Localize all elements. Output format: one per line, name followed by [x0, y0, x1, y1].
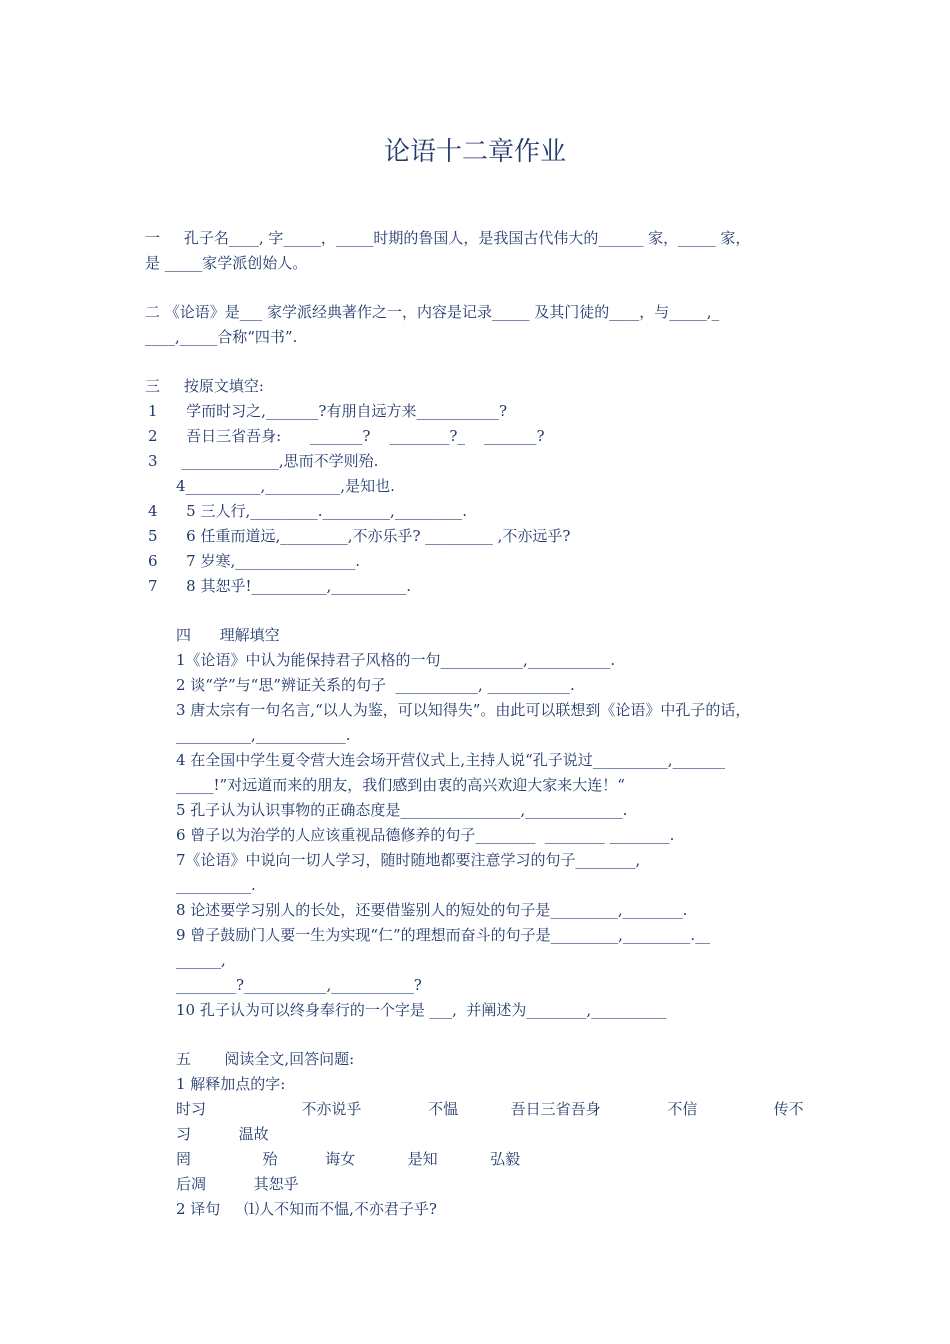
line-s3-2: 2 吾日三省吾身: _______? ________?_ _______? — [148, 427, 545, 445]
line-s4-9b: ______, — [176, 951, 226, 969]
line-s5-words-b: 习 温故 — [176, 1125, 269, 1143]
line-s4-5: 5 孔子认为认识事物的正确态度是________________,_____________. — [176, 801, 628, 819]
line-s4-10: 10 孔子认为可以终身奉行的一个字是 ___, 并阐述为________,__________ — [176, 1001, 667, 1019]
line-s4-9c: ________?___________,___________? — [176, 976, 422, 994]
line-s4-7a: 7《论语》中说向一切人学习，随时随地都要注意学习的句子________, — [176, 851, 641, 869]
line-s3-8: 7 8 其恕乎!__________,__________. — [148, 577, 412, 595]
section-three-heading: 三 按原文填空: — [145, 377, 264, 395]
line-s4-9a: 9 曾子鼓励门人要一生为实现“仁”的理想而奋斗的句子是_________,_________.__ — [176, 926, 711, 944]
line-s3-1: 1 学而时习之,_______?有朋自远方来___________? — [148, 402, 508, 420]
line-q2-b: ____,_____合称“四书”. — [145, 328, 298, 346]
line-s4-3b: __________,____________. — [176, 726, 351, 744]
line-s4-3a: 3 唐太宗有一句名言,“以人为鉴，可以知得失”。由此可以联想到《论语》中孔子的话， — [176, 701, 751, 719]
line-q1-a: 一 孔子名____, 字_____，_____时期的鲁国人，是我国古代伟大的______ 家，_____ 家， — [145, 229, 751, 247]
section-five-heading: 五 阅读全文,回答问题: — [176, 1050, 355, 1068]
line-s3-7: 6 7 岁寒,________________. — [148, 552, 360, 570]
line-s4-7b: __________. — [176, 876, 256, 894]
line-s3-3: 3 _____________,思而不学则殆. — [148, 452, 379, 470]
line-s5-1: 1 解释加点的字: — [176, 1075, 286, 1093]
line-s5-words-a: 时习 不亦说乎 不愠 吾日三省吾身 不信 传不 — [176, 1100, 804, 1118]
line-s5-words-c: 罔 殆 诲女 是知 弘毅 — [176, 1150, 521, 1168]
line-s4-2: 2 谈“学”与“思”辨证关系的句子 ___________, ___________. — [176, 676, 575, 694]
page-title: 论语十二章作业 — [383, 137, 566, 167]
line-s4-4a: 4 在全国中学生夏令营大连会场开营仪式上,主持人说“孔子说过__________,_______ — [176, 751, 726, 769]
line-s5-2: 2 译句 ⑴人不知而不愠,不亦君子乎? — [176, 1200, 437, 1218]
line-q2-a: 二 《论语》是___ 家学派经典著作之一，内容是记录_____ 及其门徒的____，与_____,_ — [145, 303, 720, 321]
line-s4-6: 6 曾子以为治学的人应该重视品德修养的句子________ ________ ________. — [176, 826, 675, 844]
section-four-heading: 四 理解填空 — [176, 626, 280, 644]
line-s5-words-d: 后凋 其恕乎 — [176, 1175, 299, 1193]
line-s4-4b: _____!”对远道而来的朋友，我们感到由衷的高兴欢迎大家来大连！“ — [176, 776, 625, 794]
line-s3-5: 4 5 三人行,_________._________,_________. — [148, 502, 468, 520]
line-s3-6: 5 6 任重而道远,_________,不亦乐乎? _________ ,不亦远乎? — [148, 527, 571, 545]
line-s4-1: 1《论语》中认为能保持君子风格的一句___________,___________. — [176, 651, 616, 669]
line-q1-b: 是 _____家学派创始人。 — [145, 254, 308, 272]
line-s3-4: 4__________,__________,是知也. — [176, 477, 395, 495]
line-s4-8: 8 论述要学习别人的长处，还要借鉴别人的短处的句子是_________,________. — [176, 901, 688, 919]
